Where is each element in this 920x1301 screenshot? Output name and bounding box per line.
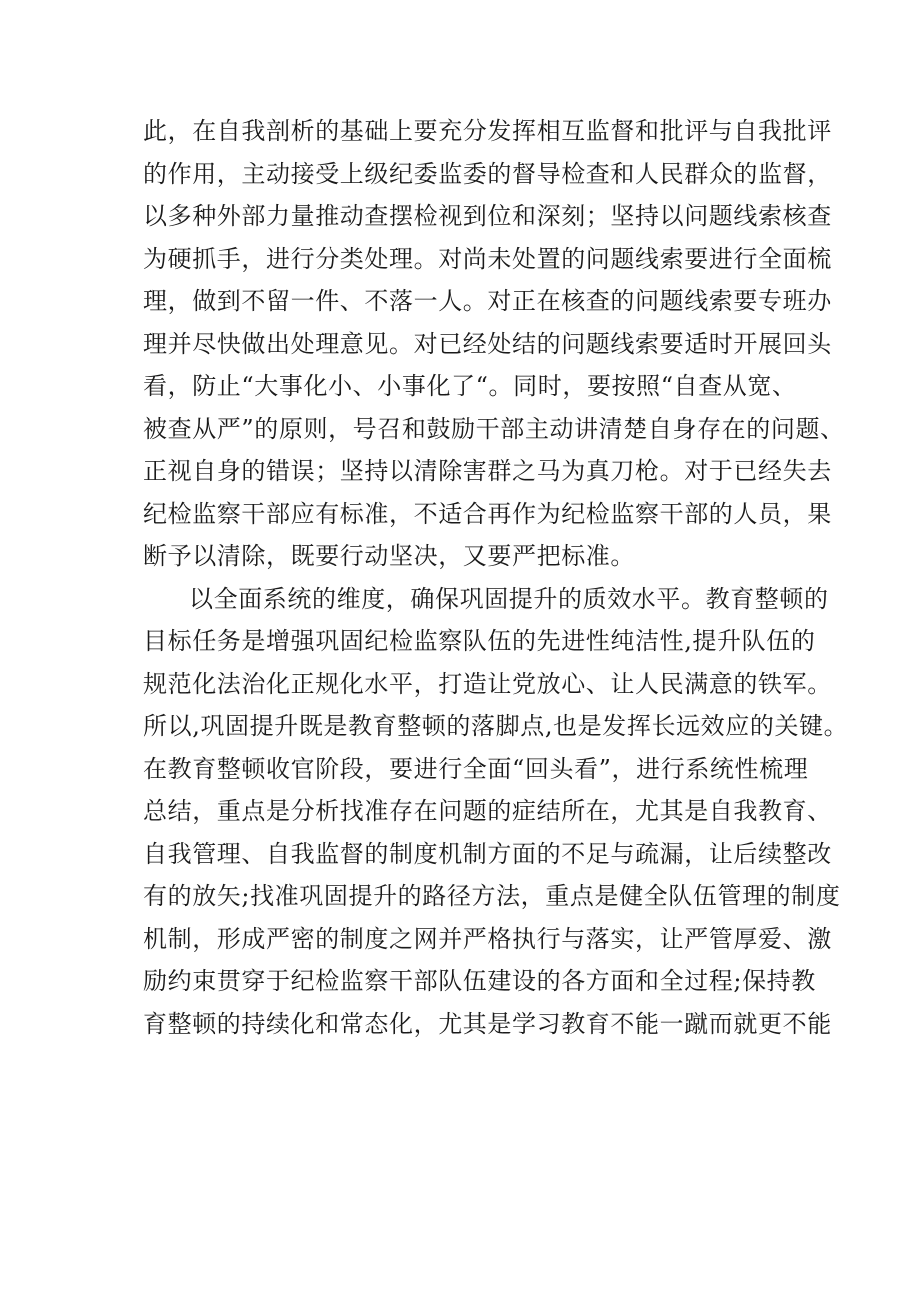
text-line: 被查从严”的原则，号召和鼓励干部主动讲清楚自身存在的问题、	[143, 414, 845, 443]
text-line: 理并尽快做出处理意见。对已经处结的问题线索要适时开展回头	[143, 329, 832, 358]
text-line: 机制，形成严密的制度之网并严格执行与落实，让严管厚爱、激	[143, 924, 832, 953]
text-line: 断予以清除，既要行动坚决，又要严把标准。	[143, 542, 635, 570]
text-line: 理，做到不留一件、不落一人。对正在核查的问题线索要专班办	[143, 287, 832, 315]
text-line: 的作用，主动接受上级纪委监委的督导检查和人民群众的监督，	[143, 159, 832, 188]
text-line: 自我管理、自我监督的制度机制方面的不足与疏漏，让后续整改	[143, 839, 832, 868]
text-line: 育整顿的持续化和常态化，尤其是学习教育不能一蹴而就更不能	[143, 1009, 832, 1038]
text-line: 看，防止“大事化小、小事化了“。同时，要按照“自查从宽、	[143, 372, 797, 400]
text-line: 以多种外部力量推动查摆检视到位和深刻；坚持以问题线索核查	[143, 202, 832, 230]
text-line: 规范化法治化正规化水平，打造让党放心、让人民满意的铁军。	[143, 669, 832, 698]
text-line: 总结，重点是分析找准存在问题的症结所在，尤其是自我教育、	[143, 797, 832, 825]
paragraph-first-line: 以全面系统的维度，确保巩固提升的质效水平。教育整顿的	[189, 584, 829, 613]
text-line: 有的放矢;找准巩固提升的路径方法，重点是健全队伍管理的制度	[143, 882, 841, 910]
text-line: 为硬抓手，进行分类处理。对尚未处置的问题线索要进行全面梳	[143, 244, 832, 273]
text-line: 在教育整顿收官阶段，要进行全面“回头看”，进行系统性梳理	[143, 754, 809, 783]
text-line: 所以,巩固提升既是教育整顿的落脚点,也是发挥长远效应的关键。	[143, 712, 849, 740]
text-line: 此，在自我剖析的基础上要充分发挥相互监督和批评与自我批评	[143, 117, 832, 145]
text-line: 励约束贯穿于纪检监察干部队伍建设的各方面和全过程;保持教	[143, 967, 816, 995]
text-line: 目标任务是增强巩固纪检监察队伍的先进性纯洁性,提升队伍的	[143, 627, 816, 655]
document-body	[143, 110, 849, 1045]
text-line: 正视自身的错误；坚持以清除害群之马为真刀枪。对于已经失去	[143, 457, 832, 485]
text-line: 纪检监察干部应有标准，不适合再作为纪检监察干部的人员，果	[143, 499, 832, 528]
